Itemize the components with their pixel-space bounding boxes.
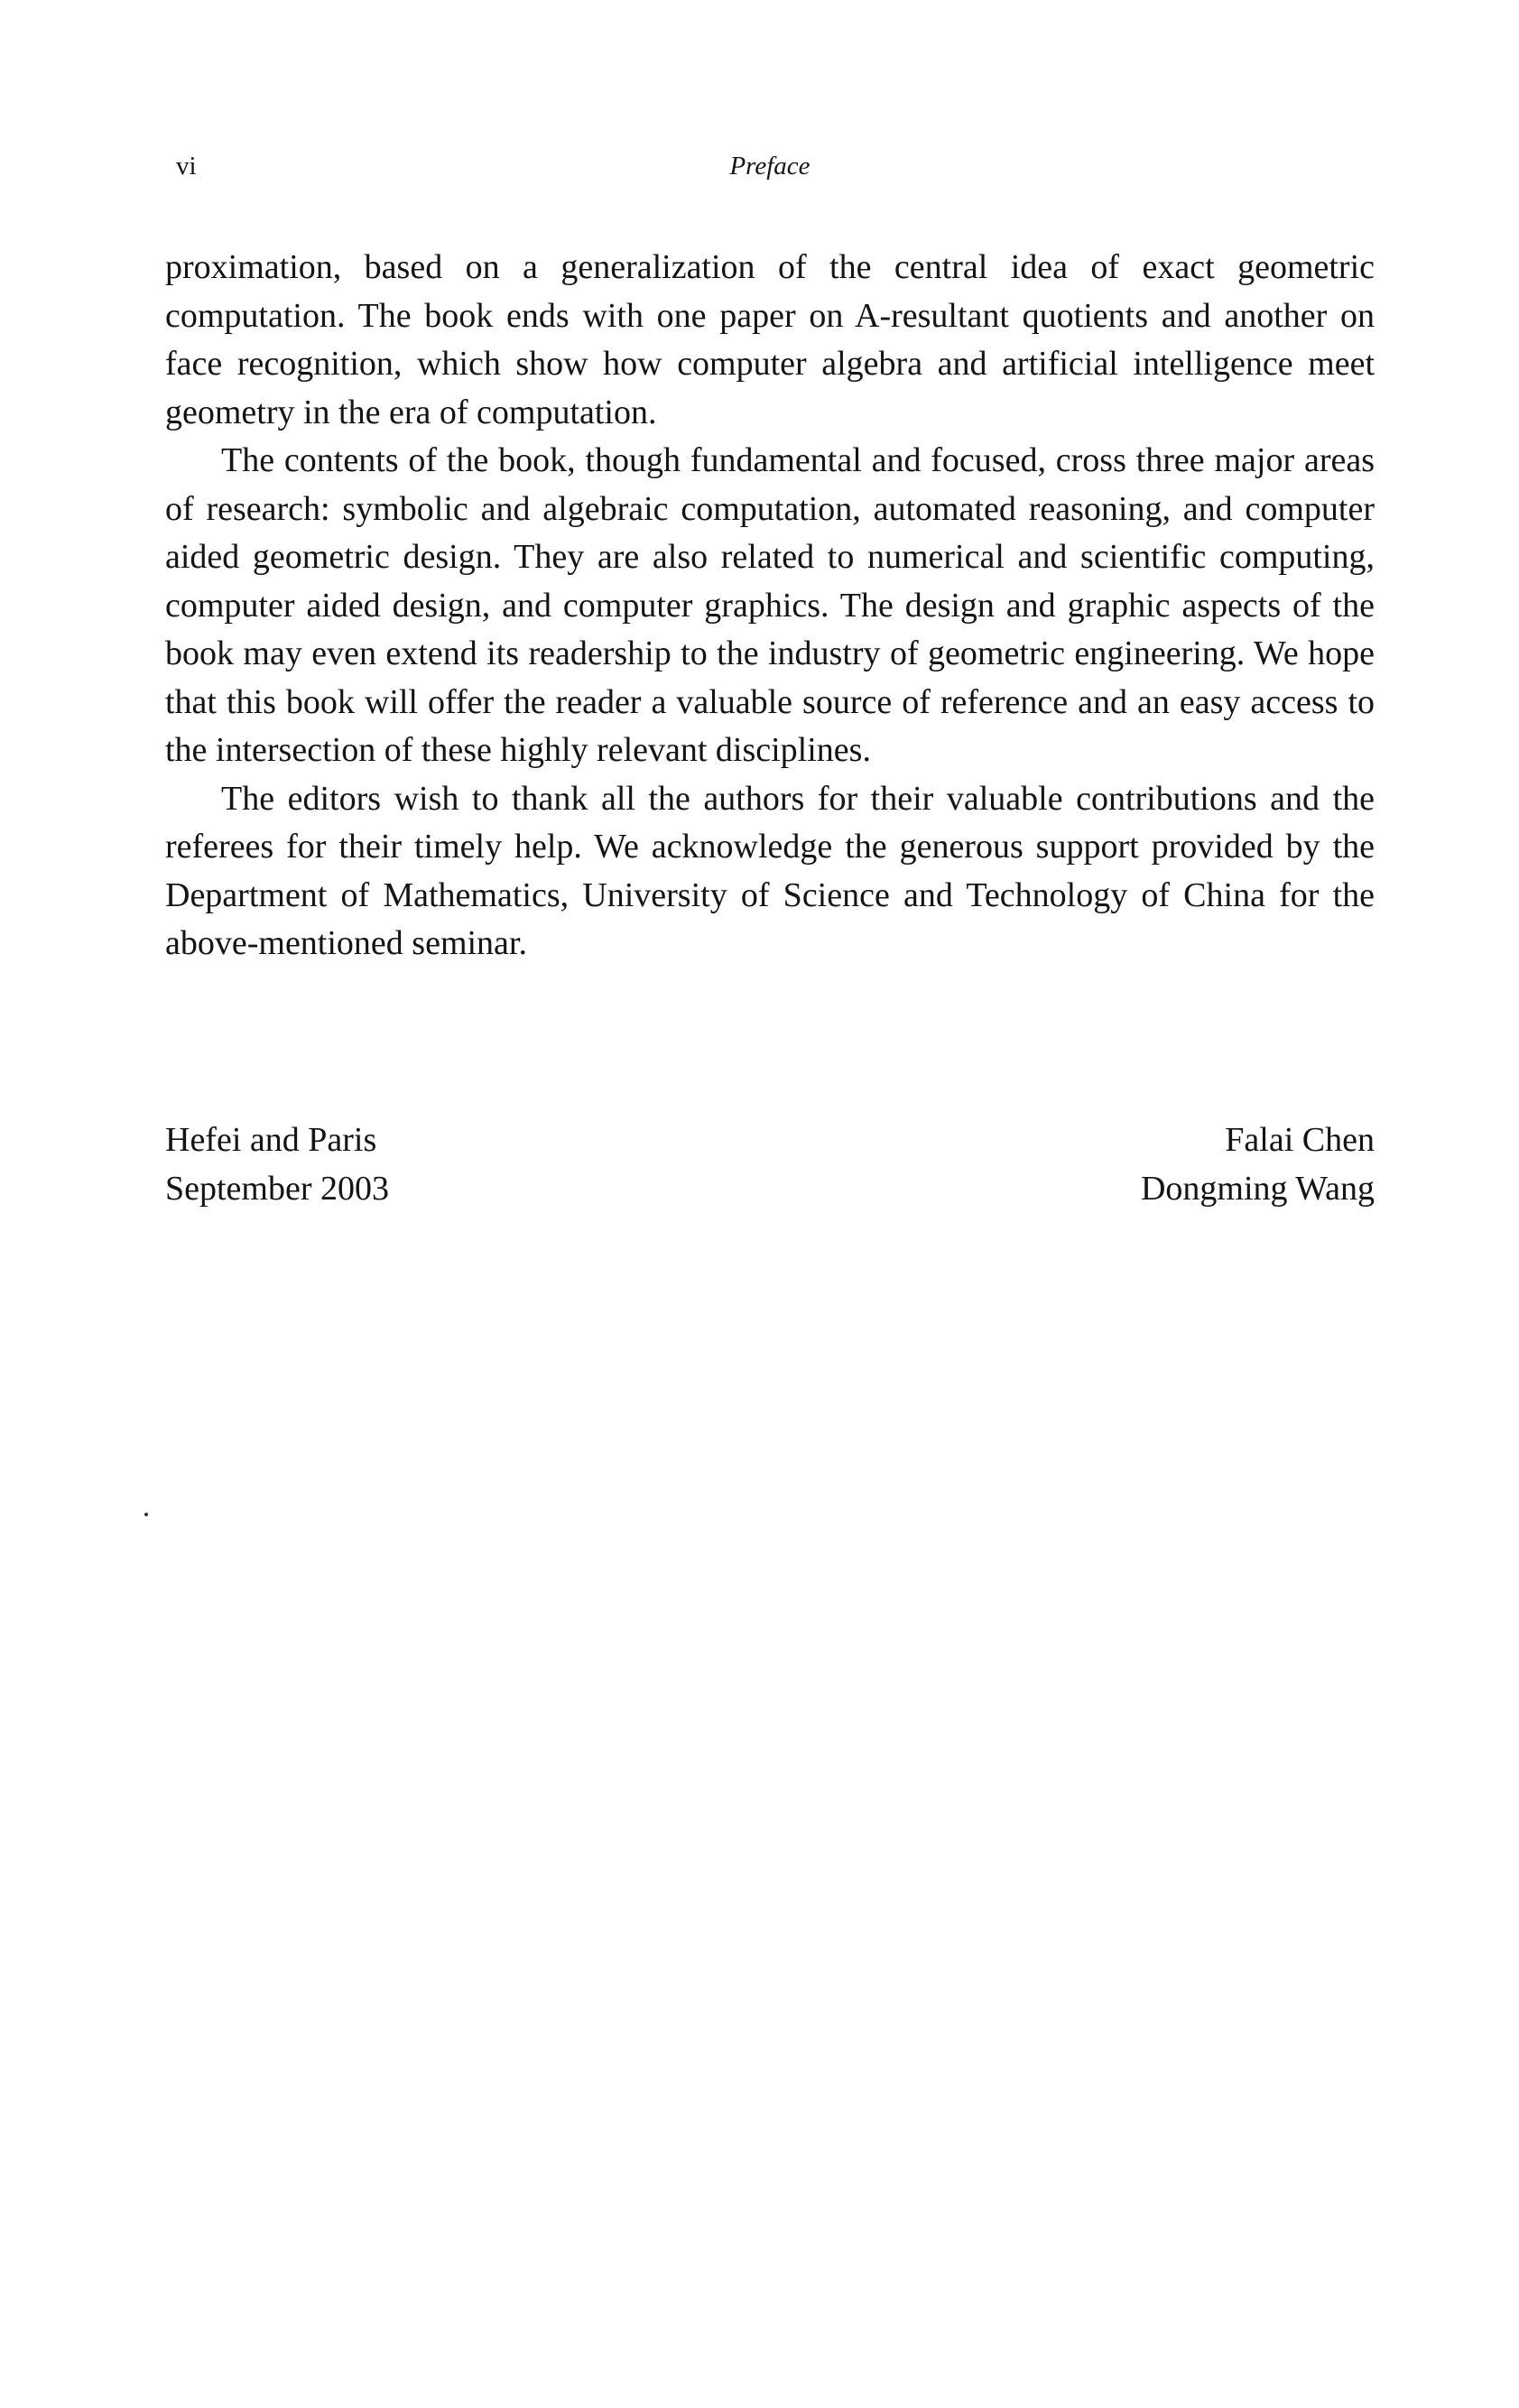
paragraph-contents: The contents of the book, though fundamental and focused, cross three major areas of research: symbolic and algebraic computation, automated reasoning, and computer aided geometric design. They are also related to numerical and scientific computing, computer aided design, and computer graphics. The design and graphic aspects of the book may even extend its readership to the industry of geometric engineering. We hope that this book will offer the reader a valuable source of reference and an easy access to the intersection of these highly relevant disciplines. (165, 441, 1375, 769)
signature-authors (1141, 1116, 1375, 1213)
signature-place: Hefei and Paris (165, 1121, 377, 1159)
signature-date: September 2003 (165, 1170, 390, 1208)
body-text (165, 244, 1375, 968)
page-number: vi (176, 152, 197, 181)
signature-place-date (165, 1116, 389, 1213)
scan-speck (144, 1513, 148, 1516)
signature-author: Dongming Wang (1140, 1170, 1375, 1208)
signature-author: Falai Chen (1225, 1121, 1375, 1159)
running-head (165, 152, 1375, 191)
running-title: Preface (729, 152, 810, 181)
paragraph-acknowledgements: The editors wish to thank all the authors for their valuable contributions and the referees for their timely help. We acknowledge the generous support provided by the Department of Mathematics, University of Science and Technology of China for the above-mentioned seminar. (165, 779, 1375, 962)
paragraph-continued: proximation, based on a generalization of the central idea of exact geometric computation. The book ends with one paper on A-resultant quotients and another on face recognition, which show how computer algebra and artificial intelligence meet geometry in the era of computation. (165, 248, 1375, 431)
